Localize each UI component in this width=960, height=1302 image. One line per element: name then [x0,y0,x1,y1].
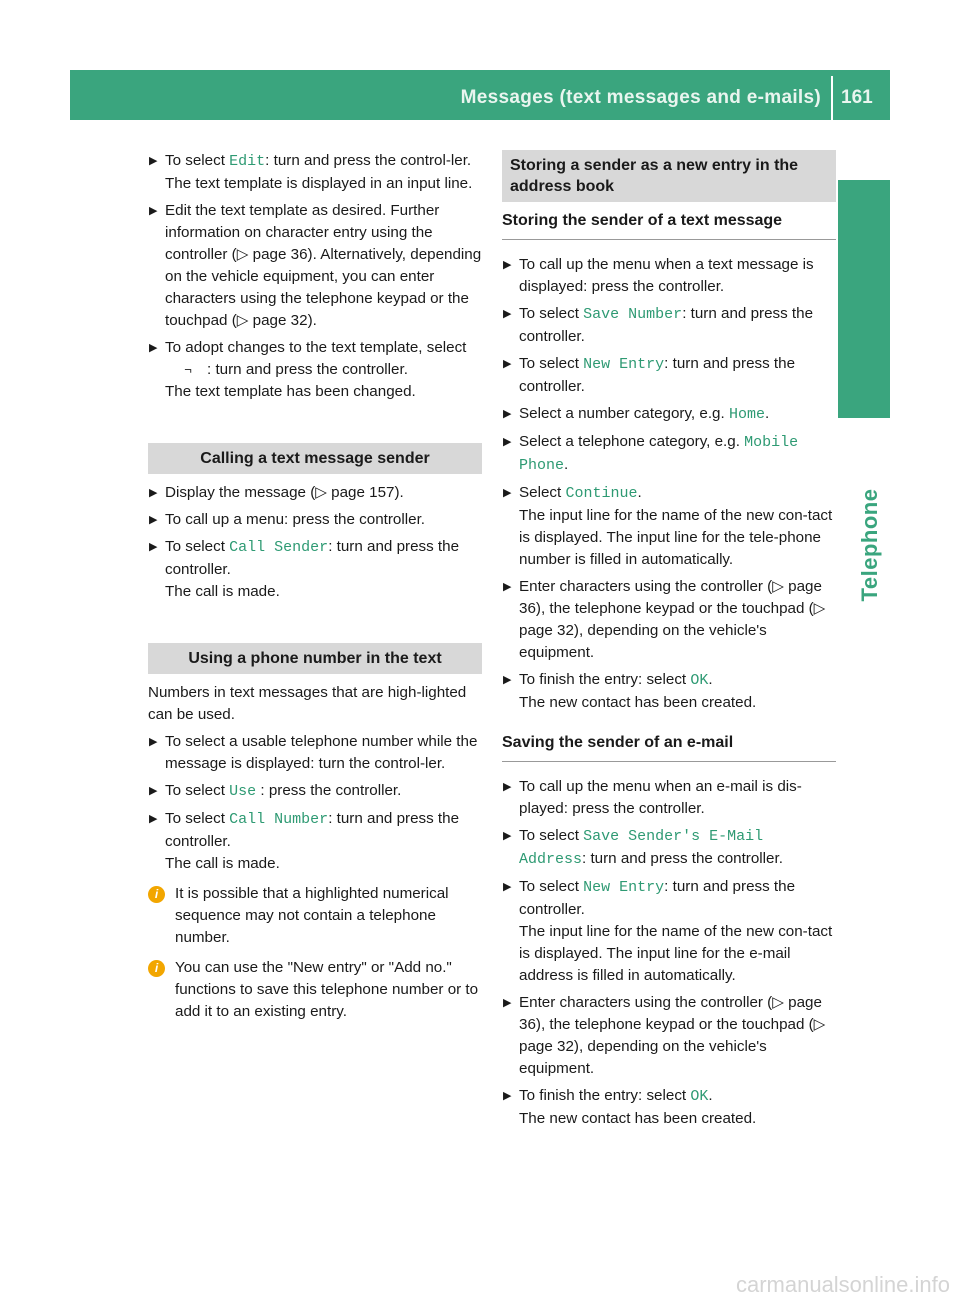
section-heading-store-sender: Storing a sender as a new entry in the address book [502,150,836,202]
step-result: The text template has been changed. [165,383,416,400]
step-save-email-address: ▶ To select Save Sender's E-Mail Address: turn and press the controller. [503,827,783,868]
step-arrow-icon: ▶ [149,487,158,499]
step-arrow-icon: ▶ [149,514,158,526]
step-result: The new contact has been created. [519,1110,757,1127]
step-continue: ▶ Select Continue. The input line for the name of the new con-tact is displayed. The input line for the tele-phone number is filled in automatically. [503,484,833,568]
menu-item-edit: Edit [229,153,266,170]
section-heading-calling-sender: Calling a text message sender [148,443,482,474]
menu-item-use: Use [229,783,257,800]
right-column [502,150,836,1135]
section-intro: Numbers in text messages that are high-lighted can be used. [148,684,467,723]
step-new-entry: ▶ To select New Entry: turn and press the controller. [503,355,796,395]
left-column [148,150,482,1028]
menu-item-ok: OK [690,1088,709,1105]
step-call-number: ▶ To select Call Number: turn and press the controller. The call is made. [149,810,460,872]
step-display-message: ▶ Display the message (▷ page 157). [148,482,482,504]
step-select-number: ▶ To select a usable telephone number while the message is displayed: turn the control-ler. [149,733,478,772]
page-ref-icon: ▷ [236,246,249,263]
watermark: carmanualsonline.info [735,1272,950,1297]
menu-item-call-sender: Call Sender [229,539,329,556]
step-arrow-icon: ▶ [149,785,158,797]
menu-item-call-number: Call Number [229,811,329,828]
step-result: The input line for the name of the new con-tact is displayed. The input line for the tele-phone number is filled in automatically. [519,507,833,568]
step-call-sender: ▶ To select Call Sender: turn and press the controller. The call is made. [149,538,460,600]
chapter-title: Messages (text messages and e-mails) [460,87,821,108]
step-arrow-icon: ▶ [503,781,512,793]
subheading-email: Saving the sender of an e-mail [502,732,836,762]
menu-item-mobile-phone: Mobile Phone [519,434,799,474]
step-arrow-icon: ▶ [503,881,512,893]
step-select-edit: ▶ To select Edit: turn and press the control-ler. The text template is displayed in an input line. [149,152,473,192]
section-heading-phone-number: Using a phone number in the text [148,643,482,674]
step-enter-characters: ▶ Enter characters using the controller (▷ page 36), the telephone keypad or the touchpad (▷ page 32), depending on the vehicle's equipment. [503,578,826,661]
step-arrow-icon: ▶ [503,408,512,420]
step-arrow-icon: ▶ [503,358,512,370]
step-arrow-icon: ▶ [503,997,512,1009]
menu-item-home: Home [728,406,765,423]
side-tab-label: Telephone [857,488,882,602]
step-arrow-icon: ▶ [503,487,512,499]
menu-item-new-entry: New Entry [583,356,665,373]
step-edit-template: ▶ Edit the text template as desired. Further information on character entry using the controller (▷ page 36). Alternatively, depending on the vehicle equipment, you can enter characters using the telephone keypad or the touchpad (▷ page 32). [149,202,482,329]
info-icon: i [148,886,165,903]
step-arrow-icon: ▶ [503,1090,512,1102]
info-note: i It is possible that a highlighted numerical sequence may not contain a telephone number. [148,883,482,949]
page-number: 161 [841,87,873,108]
step-arrow-icon: ▶ [149,736,158,748]
step-arrow-icon: ▶ [149,155,158,167]
page-header [70,70,890,120]
step-finish-entry-email: ▶ To finish the entry: select OK. The new contact has been created. [503,1087,757,1127]
menu-item-new-entry: New Entry [583,879,665,896]
subheading-text-message: Storing the sender of a text message [502,210,836,240]
step-call-menu-email: ▶ To call up the menu when an e-mail is dis-played: press the controller. [503,778,802,817]
step-result: The new contact has been created. [519,694,757,711]
step-enter-characters-email: ▶ Enter characters using the controller (▷ page 36), the telephone keypad or the touchpad (▷ page 32), depending on the vehicle's equipment. [503,994,826,1077]
step-arrow-icon: ▶ [149,541,158,553]
header-divider [831,76,833,120]
step-result: The call is made. [165,855,280,872]
step-save-number: ▶ To select Save Number: turn and press the controller. [503,305,814,345]
step-arrow-icon: ▶ [149,205,158,217]
step-adopt-changes: ▶ To adopt changes to the text template, select¬ : turn and press the controller. The text template has been changed. [149,339,467,400]
step-arrow-icon: ▶ [503,436,512,448]
step-result: The input line for the name of the new con-tact is displayed. The input line for the e-mail address is filled in automatically. [519,923,833,984]
step-arrow-icon: ▶ [149,813,158,825]
step-arrow-icon: ▶ [503,674,512,686]
step-arrow-icon: ▶ [503,259,512,271]
ok-key-icon: ¬ [184,362,192,377]
step-finish-entry: ▶ To finish the entry: select OK. The new contact has been created. [503,671,757,711]
step-arrow-icon: ▶ [503,581,512,593]
info-icon: i [148,960,165,977]
menu-item-ok: OK [690,672,709,689]
step-arrow-icon: ▶ [503,308,512,320]
step-call-menu: ▶ To call up a menu: press the controller. [148,509,482,531]
step-result: The text template is displayed in an input line. [165,175,473,192]
info-note: i You can use the "New entry" or "Add no." functions to save this telephone number or to add it to an existing entry. [148,957,482,1023]
menu-item-save-number: Save Number [583,306,683,323]
step-number-category: ▶ Select a number category, e.g. Home. [503,405,770,423]
step-telephone-category: ▶ Select a telephone category, e.g. Mobile Phone. [503,433,799,474]
step-call-menu: ▶ To call up the menu when a text message is displayed: press the controller. [503,256,814,295]
step-result: The call is made. [165,583,280,600]
step-arrow-icon: ▶ [149,342,158,354]
step-new-entry-email: ▶ To select New Entry: turn and press the controller. The input line for the name of the new con-tact is displayed. The input line for the e-mail address is filled in automatically. [503,878,833,984]
step-arrow-icon: ▶ [503,830,512,842]
step-select-use: ▶ To select Use : press the controller. [149,782,402,800]
menu-item-continue: Continue [565,485,638,502]
side-tab-marker [838,180,890,418]
menu-item-save-sender-email: Save Sender's E-Mail Address [519,828,764,868]
